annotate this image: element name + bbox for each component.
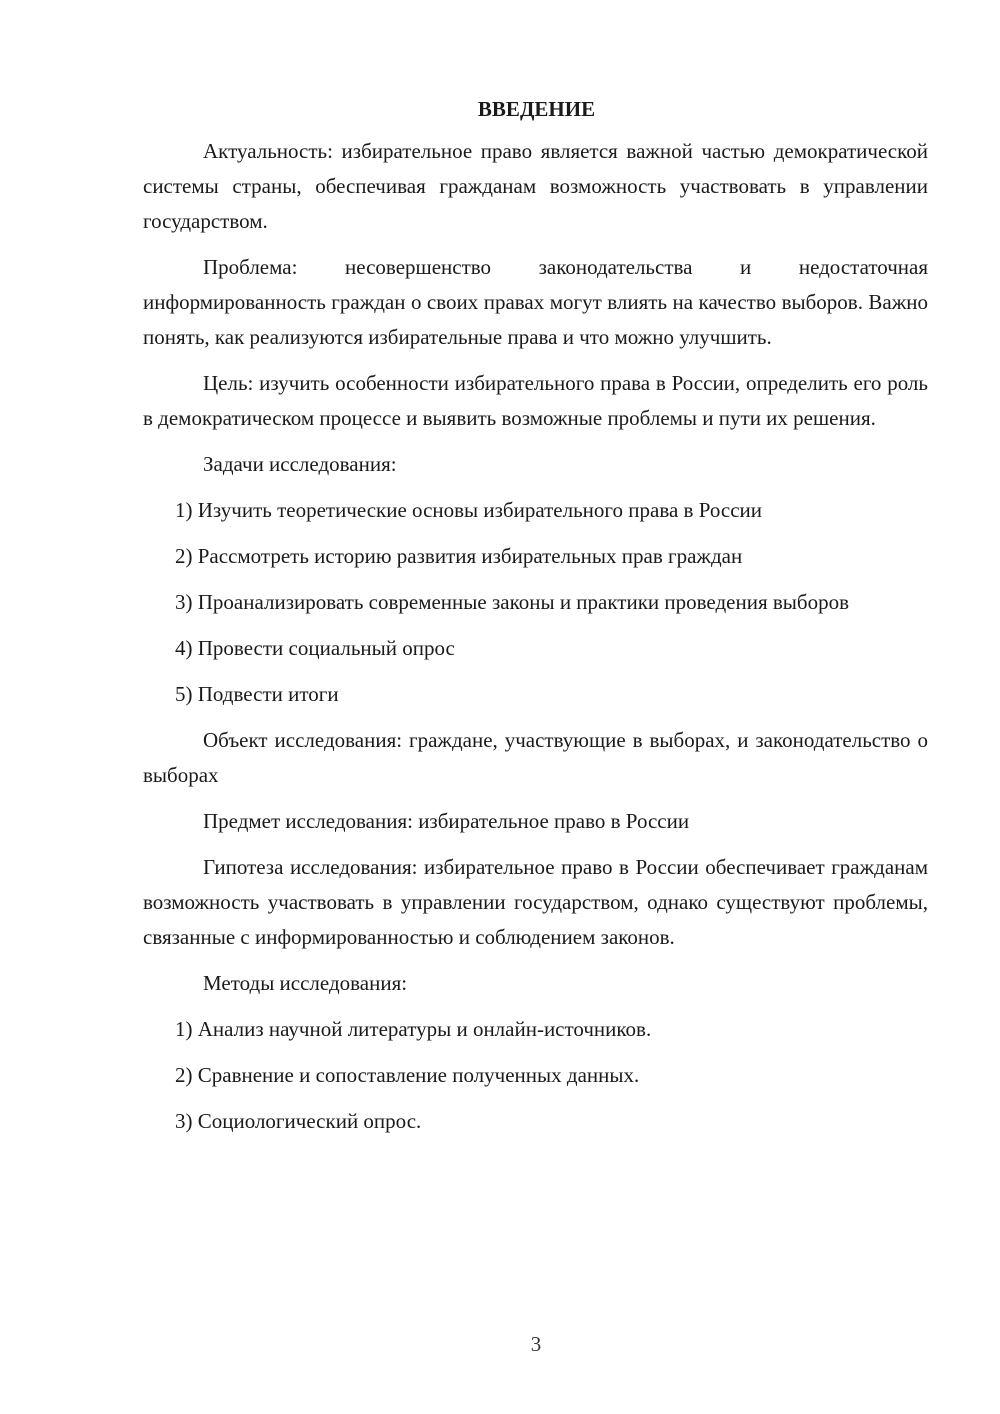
list-item-task-2: 2) Рассмотреть историю развития избирательных прав граждан [175,544,743,568]
page-number: 3 [530,1332,542,1356]
list-item-method-1: 1) Анализ научной литературы и онлайн-источников. [175,1017,652,1041]
section-heading: ВВЕДЕНИЕ [477,97,596,121]
list-item-task-5: 5) Подвести итоги [175,682,339,706]
paragraph-goal: Цель: изучить особенности избирательного права в России, определить его роль в демократическом процессе и выявить возможные проблемы и пути их решения. [143,371,928,430]
paragraph-hypothesis: Гипотеза исследования: избирательное право в России обеспечивает гражданам возможность участвовать в управлении государством, однако существуют проблемы, связанные с информированностью и соблюдением законов. [143,855,928,949]
list-item-method-2: 2) Сравнение и сопоставление полученных данных. [175,1063,640,1087]
list-item-task-1: 1) Изучить теоретические основы избирательного права в России [175,498,762,522]
paragraph-methods-title: Методы исследования: [203,971,408,995]
list-item-task-3: 3) Проанализировать современные законы и практики проведения выборов [175,590,849,614]
paragraph-object: Объект исследования: граждане, участвующие в выборах, и законодательство о выборах [143,728,928,787]
list-item-task-4: 4) Провести социальный опрос [175,636,455,660]
document-page [143,92,928,1150]
paragraph-tasks-title: Задачи исследования: [203,452,397,476]
paragraph-subject: Предмет исследования: избирательное право в России [203,809,690,833]
paragraph-relevance: Актуальность: избирательное право является важной частью демократической системы страны, обеспечивая гражданам возможность участвовать в управлении государством. [143,139,928,233]
paragraph-problem: Проблема: несовершенство законодательства и недостаточная информированность граждан о своих правах могут влиять на качество выборов. Важно понять, как реализуются избирательные права и что можно улучшить. [143,255,928,349]
list-item-method-3: 3) Социологический опрос. [175,1109,422,1133]
